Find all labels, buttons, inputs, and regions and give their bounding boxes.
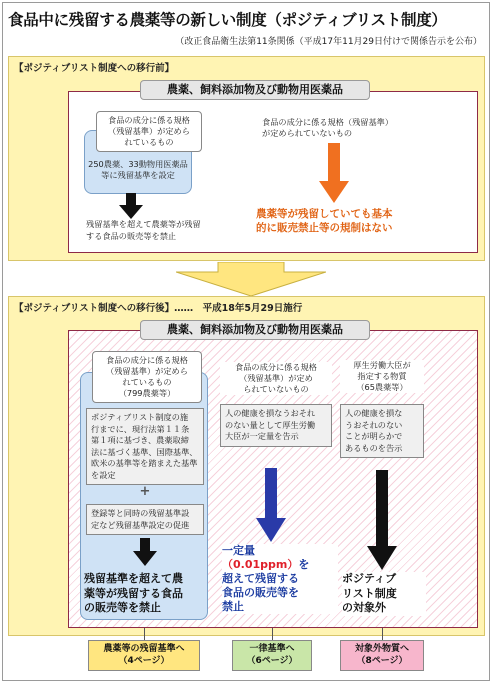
before-left-note-line: 食品の成分に係る規格 bbox=[108, 115, 190, 125]
col2-result-line: 超えて残留する bbox=[222, 572, 299, 585]
before-left-panel-line: 250農薬、33動物用医薬品 bbox=[88, 159, 188, 169]
connector-line bbox=[272, 628, 273, 640]
before-right-result-line: 的に販売禁止等の規制はない bbox=[256, 222, 393, 234]
col1-standards-line: 法に基づく基準、国際基準、 bbox=[91, 446, 198, 457]
after-label-text: 【ポジティブリスト制度への移行後】 bbox=[14, 303, 175, 314]
link-line: （8ページ） bbox=[356, 655, 408, 666]
col2-result-text: を bbox=[298, 558, 310, 571]
col1-standards-line: 欧米の基準等を踏まえた基準 bbox=[91, 458, 198, 468]
link-line: （4ページ） bbox=[118, 655, 170, 666]
col1-note-line: （799農薬等） bbox=[118, 388, 176, 398]
col3-note-line: （65農薬等） bbox=[356, 382, 408, 392]
col2-result-line: 食品の販売等を bbox=[222, 586, 299, 599]
col2-panel-line: のない量として厚生労働 bbox=[225, 419, 316, 430]
col3-panel-line: ことが明らかで bbox=[345, 431, 403, 441]
before-right-note-line: が定められていないもの bbox=[262, 128, 353, 138]
link-line: 一律基準へ bbox=[249, 644, 295, 654]
before-left-panel-line: 等に残留基準を設定 bbox=[101, 170, 175, 180]
col2-note-line: （残留基準）が定め bbox=[239, 373, 313, 383]
col2-note bbox=[220, 362, 332, 395]
col3-result-line: リスト制度 bbox=[342, 586, 397, 600]
col1-result bbox=[84, 572, 210, 616]
orange-arrow-down-icon bbox=[319, 143, 349, 203]
col1-note bbox=[92, 351, 202, 403]
uniform-limit-value: （0.01ppm） bbox=[222, 558, 299, 571]
col3-note-line: 指定する物質 bbox=[357, 371, 407, 381]
black-arrow-down-icon bbox=[118, 193, 144, 219]
col3-result-line: ポジティブ bbox=[342, 572, 397, 585]
link-excluded-substances[interactable] bbox=[340, 640, 424, 671]
link-uniform-standard[interactable] bbox=[232, 640, 312, 671]
before-header: 農薬、飼料添加物及び動物用医薬品 bbox=[140, 80, 370, 100]
connector-line bbox=[382, 628, 383, 640]
col2-note-line: られていないもの bbox=[243, 384, 309, 394]
col2-panel bbox=[220, 404, 332, 447]
before-left-result bbox=[86, 219, 236, 242]
col2-panel-line: 大臣が一定量を告示 bbox=[225, 431, 299, 441]
col1-promotion-box bbox=[86, 504, 204, 535]
before-left-note-line: （残留基準）が定めら bbox=[108, 126, 190, 136]
col2-result-line-2 bbox=[222, 558, 338, 572]
col3-panel-line: 人の健康を損な bbox=[345, 408, 403, 418]
blue-arrow-down-icon bbox=[256, 468, 286, 542]
link-line: 農薬等の残留基準へ bbox=[103, 644, 185, 654]
col3-result-line: の対象外 bbox=[342, 601, 386, 614]
before-left-note bbox=[96, 111, 202, 152]
col1-standards-line: ポジティブリスト制度の施 bbox=[91, 412, 189, 422]
col1-result-line: 残留基準を超えて農 bbox=[84, 572, 183, 585]
after-header: 農薬、飼料添加物及び動物用医薬品 bbox=[140, 320, 370, 340]
col2-note-line: 食品の成分に係る規格 bbox=[235, 362, 317, 372]
col1-note-line: （残留基準）が定めら bbox=[106, 366, 188, 376]
before-left-note-line: れているもの bbox=[124, 137, 174, 147]
black-arrow-down-icon bbox=[132, 538, 158, 566]
col2-result-line: 禁止 bbox=[222, 600, 244, 613]
col1-note-line: れているもの bbox=[122, 377, 172, 387]
before-right-note-line: 食品の成分に係る規格（残留基準） bbox=[262, 117, 394, 127]
link-residue-standards[interactable] bbox=[88, 640, 200, 671]
before-right-result-line: 農薬等が残留していても基本 bbox=[256, 208, 393, 220]
col2-result-line-1 bbox=[222, 544, 338, 558]
before-right-result bbox=[256, 207, 456, 235]
col1-note-line: 食品の成分に係る規格 bbox=[106, 355, 188, 365]
col2-result-text: 一定量 bbox=[222, 544, 255, 557]
black-arrow-down-icon bbox=[367, 470, 397, 570]
col1-result-line: 薬等が残留する食品 bbox=[84, 586, 183, 600]
col1-standards-line: 行までに、現行法第１１条 bbox=[91, 423, 190, 434]
col2-panel-line: 人の健康を損なうおそれ bbox=[225, 408, 316, 418]
transition-arrow-icon bbox=[176, 262, 326, 296]
link-line: 対象外物質へ bbox=[354, 644, 409, 654]
before-left-result-line: 残留基準を超えて農薬等が残留 bbox=[86, 219, 201, 229]
col1-promotion-line: 登録等と同時の残留基準設 bbox=[91, 508, 190, 518]
before-section-label: 【ポジティブリスト制度への移行前】 bbox=[14, 63, 175, 74]
before-right-note bbox=[258, 114, 408, 142]
col3-panel-line: うおそれのない bbox=[345, 419, 403, 430]
col3-panel bbox=[340, 404, 424, 458]
plus-icon: + bbox=[139, 484, 151, 499]
link-line: （6ページ） bbox=[246, 655, 298, 666]
col1-promotion-line: 定など残留基準設定の促進 bbox=[91, 519, 190, 530]
before-left-result-line: する食品の販売等を禁止 bbox=[86, 230, 177, 241]
before-left-panel-text bbox=[86, 159, 190, 181]
col1-standards-line: を設定 bbox=[91, 469, 116, 480]
page-title: 食品中に残留する農薬等の新しい制度（ポジティブリスト制度） bbox=[8, 11, 447, 29]
col1-standards-box bbox=[86, 408, 204, 485]
col1-standards-line: 第１項に基づき、農薬取締 bbox=[91, 435, 189, 445]
col3-note-line: 厚生労働大臣が bbox=[353, 360, 411, 370]
after-section-label bbox=[14, 300, 302, 314]
col3-note bbox=[340, 360, 424, 393]
page-subtitle: （改正食品衛生法第11条関係（平成17年11月29日付けで関係告示を公布） bbox=[175, 37, 482, 47]
connector-line bbox=[144, 628, 145, 640]
col2-result bbox=[222, 544, 338, 614]
col1-result-line: の販売等を禁止 bbox=[84, 601, 161, 614]
after-label-date: …… 平成18年5月29日施行 bbox=[174, 303, 303, 314]
col3-panel-line: あるものを告示 bbox=[345, 442, 403, 453]
col3-result bbox=[342, 572, 426, 616]
